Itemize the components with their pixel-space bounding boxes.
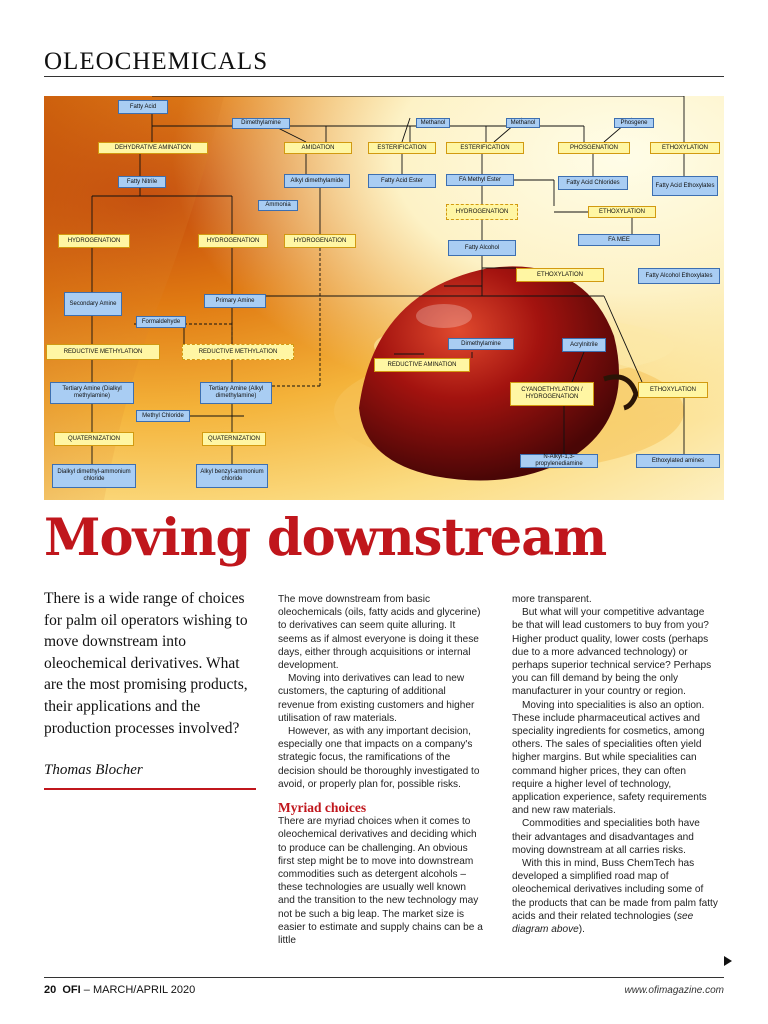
diagram-box-primary-amine: Primary Amine bbox=[204, 294, 266, 308]
diagram-box-tertiary-amine-1: Tertiary Amine (Dialkyl methylamine) bbox=[50, 382, 134, 404]
subheading: Myriad choices bbox=[278, 800, 367, 816]
paragraph bbox=[512, 857, 718, 936]
diagram-box-esterification-2: ESTERIFICATION bbox=[446, 142, 524, 154]
diagram-box-fa-methyl-ester: FA Methyl Ester bbox=[446, 174, 514, 186]
diagram-box-alkyl-benzyl: Alkyl benzyl-ammonium chloride bbox=[196, 464, 268, 488]
diagram-box-ethoxylation-4: ETHOXYLATION bbox=[638, 382, 708, 398]
diagram-box-quaternization-1: QUATERNIZATION bbox=[54, 432, 134, 446]
diagram-box-tertiary-amine-2: Tertiary Amine (Alkyl dimethylamine) bbox=[200, 382, 272, 404]
diagram-box-reductive-methylation-2: REDUCTIVE METHYLATION bbox=[182, 344, 294, 360]
diagram-box-fatty-acid-ethoxylates: Fatty Acid Ethoxylates bbox=[652, 176, 718, 196]
diagram-box-hydrogenation-dashed: HYDROGENATION bbox=[446, 204, 518, 220]
paragraph: However, as with any important decision, especially one that impacts on a company's strategic focus, the ramifications of the decision should be thoroughly investigated to avoid, or properly plan for, possible risks. bbox=[278, 726, 480, 790]
paragraph: Moving into specialities is also an option. These include pharmaceutical actives and speciality ingredients for cosmetics, among others. The sales of specialities often yield higher margins. But while specialities can command higher prices, they can often require a higher level of technology, application experience, safety requirements and new raw materials. bbox=[512, 699, 707, 817]
diagram-box-methanol-2: Methanol bbox=[506, 118, 540, 128]
diagram-box-fatty-acid: Fatty Acid bbox=[118, 100, 168, 114]
diagram-box-n-alkyl-diamine: N-Alkyl-1,3-propylenediamine bbox=[520, 454, 598, 468]
paragraph: But what will your competitive advantage be that will lead customers to buy from you? Higher product quality, lower costs (perhaps due to a more advanced technology) or perhaps superior technical service? Perhaps you can fill demand by being the only manufacturer in your country or region. bbox=[512, 607, 712, 698]
diagram-box-phosgene: Phosgene bbox=[614, 118, 654, 128]
diagram-box-hydrogenation-1: HYDROGENATION bbox=[58, 234, 130, 248]
diagram-box-alkyl-dimethylamide: Alkyl dimethylamide bbox=[284, 174, 350, 188]
diagram-box-ammonia: Ammonia bbox=[258, 200, 298, 211]
magazine-name: OFI bbox=[62, 984, 81, 996]
body-column-2 bbox=[512, 593, 718, 936]
diagram-box-dimethylamine-1: Dimethylamine bbox=[232, 118, 290, 129]
diagram-box-methyl-chloride: Methyl Chloride bbox=[136, 410, 190, 422]
diagram-box-dehydrative-amination: DEHYDRATIVE AMINATION bbox=[98, 142, 208, 154]
diagram-box-amidation: AMIDATION bbox=[284, 142, 352, 154]
author-byline: Thomas Blocher bbox=[44, 762, 143, 778]
diagram-box-hydrogenation-3: HYDROGENATION bbox=[284, 234, 356, 248]
headline: Moving downstream bbox=[44, 508, 607, 568]
diagram-box-ethoxylation-2: ETHOXYLATION bbox=[588, 206, 656, 218]
diagram-box-ethoxylation-3: ETHOXYLATION bbox=[516, 268, 604, 282]
issue-date: – MARCH/APRIL 2020 bbox=[80, 984, 196, 996]
diagram-box-acrylnitrile: Acrylnitrile bbox=[562, 338, 606, 352]
paragraph: The move downstream from basic oleochemicals (oils, fatty acids and glycerine) to derivatives can seem quite alluring. It seems as if almost everyone is doing it these days, either through acquisitions or internal development. bbox=[278, 594, 481, 672]
paragraph: Moving into derivatives can lead to new customers, the capturing of additional revenue from existing customers and higher utilisation of raw materials. bbox=[278, 673, 475, 724]
diagram-box-ethoxylated-amines: Ethoxylated amines bbox=[636, 454, 720, 468]
top-rule bbox=[44, 76, 724, 77]
paragraph: Commodities and specialities both have their advantages and disadvantages and moving downstream at all carries risks. bbox=[512, 818, 700, 856]
page-folio bbox=[44, 984, 195, 996]
diagram-box-esterification-1: ESTERIFICATION bbox=[368, 142, 436, 154]
diagram-box-ethoxylation-1: ETHOXYLATION bbox=[650, 142, 720, 154]
diagram-box-methanol-1: Methanol bbox=[416, 118, 450, 128]
diagram-box-dimethylamine-2: Dimethylamine bbox=[448, 338, 514, 350]
diagram-box-quaternization-2: QUATERNIZATION bbox=[202, 432, 266, 446]
paragraph: There are myriad choices when it comes to oleochemical derivatives and deciding which to produce can be challenging. An obvious first step might be to move into downstream commodities such as detergent alcohols – these technologies are usually well known and the transition to the new technology may not be such a big leap. The market size is easier to estimate and supply chains can be a little bbox=[278, 816, 483, 947]
continue-arrow-icon bbox=[724, 956, 732, 966]
diagram-background bbox=[44, 96, 724, 500]
diagram-reference: see diagram above bbox=[512, 910, 694, 936]
diagram-box-secondary-amine: Secondary Amine bbox=[64, 292, 122, 316]
diagram-box-cyanoethylation: CYANOETHYLATION / HYDROGENATION bbox=[510, 382, 594, 406]
diagram-box-reductive-methylation-1: REDUCTIVE METHYLATION bbox=[46, 344, 160, 360]
page-number: 20 bbox=[44, 984, 57, 996]
standfirst-rule bbox=[44, 788, 256, 790]
body-column-1 bbox=[278, 593, 484, 947]
diagram-box-fa-mee: FA MEE bbox=[578, 234, 660, 246]
footer-rule bbox=[44, 977, 724, 978]
paragraph-text: With this in mind, Buss ChemTech has developed a simplified road map of oleochemical derivatives including some of the products that can be made from palm fatty acids and their related technologies ( bbox=[512, 858, 718, 922]
section-title: OLEOCHEMICALS bbox=[44, 48, 269, 75]
standfirst: There is a wide range of choices for palm oil operators wishing to move downstream into oleochemical derivatives. What are the most promising products, their applications and the production processes involved? bbox=[44, 590, 248, 737]
diagram-box-fatty-alcohol: Fatty Alcohol bbox=[448, 240, 516, 256]
paragraph: more transparent. bbox=[512, 594, 592, 605]
diagram-box-formaldehyde: Formaldehyde bbox=[136, 316, 186, 328]
diagram-box-fatty-nitrile: Fatty Nitrile bbox=[118, 176, 166, 188]
diagram-box-hydrogenation-2: HYDROGENATION bbox=[198, 234, 268, 248]
process-diagram bbox=[44, 96, 724, 500]
paragraph-text: ). bbox=[578, 924, 585, 936]
diagram-box-dialkyl-dimethyl: Dialkyl dimethyl-ammonium chloride bbox=[52, 464, 136, 488]
diagram-box-fatty-alcohol-ethoxylates: Fatty Alcohol Ethoxylates bbox=[638, 268, 720, 284]
website[interactable]: www.ofimagazine.com bbox=[624, 985, 724, 996]
diagram-box-fatty-acid-chlorides: Fatty Acid Chlorides bbox=[558, 176, 628, 190]
diagram-box-phosgenation: PHOSGENATION bbox=[558, 142, 630, 154]
diagram-box-reductive-amination: REDUCTIVE AMINATION bbox=[374, 358, 470, 372]
diagram-box-fatty-acid-ester: Fatty Acid Ester bbox=[368, 174, 436, 188]
